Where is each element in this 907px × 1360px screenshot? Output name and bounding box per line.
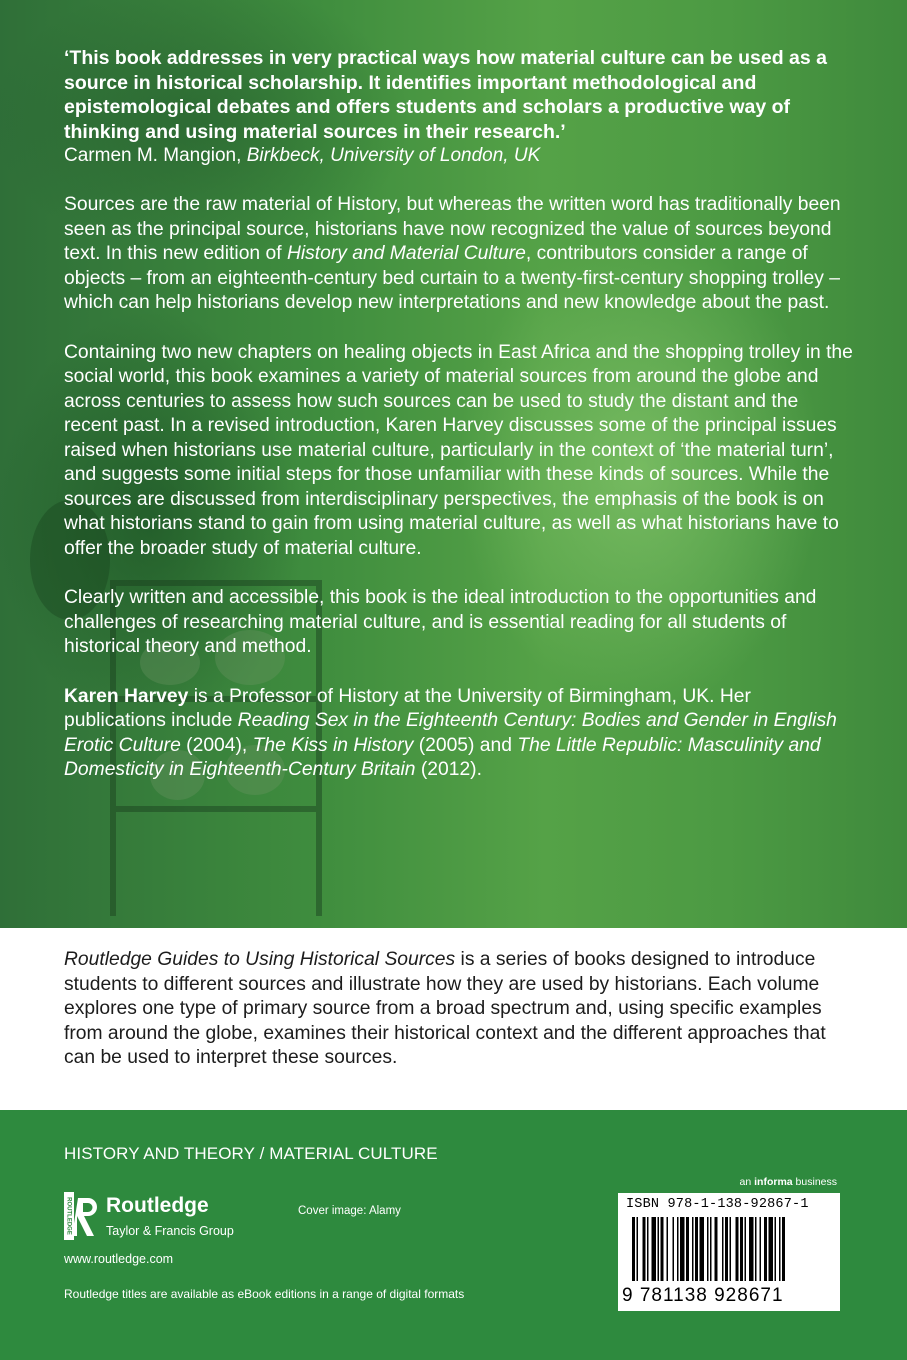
routledge-logo-icon <box>64 1192 100 1240</box>
barcode-bar <box>745 1217 747 1281</box>
barcode-bar <box>632 1217 635 1281</box>
barcode-bar <box>658 1217 660 1281</box>
back-cover-text <box>64 46 854 783</box>
barcode-bar <box>667 1217 669 1281</box>
barcode-bar <box>686 1217 689 1281</box>
barcode-bar <box>782 1217 785 1281</box>
barcode-bar <box>637 1217 639 1281</box>
bio-book-3: The Little Republic: Masculinity and Domesticity in Eighteenth-Century Britain <box>64 734 821 780</box>
barcode-bar <box>740 1217 743 1281</box>
series-description <box>64 948 844 1071</box>
bio-text-c: (2005) and <box>413 734 518 756</box>
barcode-bar <box>764 1217 767 1281</box>
barcode-bar <box>775 1217 777 1281</box>
barcode-bar <box>710 1217 712 1281</box>
publisher-group: Taylor & Francis Group <box>106 1224 234 1238</box>
barcode-bar <box>677 1217 679 1281</box>
publisher-footer <box>0 1110 907 1360</box>
informa-tagline <box>740 1176 837 1188</box>
barcode-bar <box>673 1217 675 1281</box>
isbn-label: ISBN 978-1-138-92867-1 <box>626 1197 809 1212</box>
informa-suffix: business <box>792 1176 837 1188</box>
publisher-website[interactable]: www.routledge.com <box>64 1252 174 1266</box>
barcode-bar <box>715 1217 718 1281</box>
bio-text-d: (2012). <box>415 759 482 780</box>
barcode-bar <box>700 1217 705 1281</box>
bio-book-1: Reading Sex in the Eighteenth Century: Bodies and Gender in English Erotic Culture <box>64 710 837 756</box>
barcode-bar <box>692 1217 694 1281</box>
endorsement-quote: ‘This book addresses in very practical ways how material culture can be used as a source in historical scholarship. It identifies important methodological and epistemological debates and offers students and scholars a productive way of thinking and using material sources in their research.’ <box>64 47 827 143</box>
ebook-note: Routledge titles are available as eBook editions in a range of digital formats <box>64 1287 465 1301</box>
barcode-bar <box>722 1217 724 1281</box>
endorser-name: Carmen M. Mangion, <box>64 145 242 166</box>
author-name: Karen Harvey <box>64 685 189 707</box>
publisher-name: Routledge <box>106 1194 209 1217</box>
barcode-bar <box>643 1217 646 1281</box>
endorsement-attribution <box>64 144 854 168</box>
logo-side-text: ROUTLEDGE <box>65 1197 72 1235</box>
barcode-bar <box>769 1217 774 1281</box>
isbn-barcode <box>618 1193 840 1311</box>
barcode-bar <box>707 1217 709 1281</box>
informa-brand: informa <box>754 1176 793 1188</box>
description-paragraph-3: Clearly written and accessible, this book is the ideal introduction to the opportunities and challenges of researching material culture, and is essential reading for all students of historical theory and method. <box>64 587 817 657</box>
barcode-bar <box>652 1217 657 1281</box>
para1-text-b: , contributors consider a range of objects – from an eighteenth-century bed curtain to a twenty-first-century shopping trolley – which can help historians develop new interpretations and new knowledge about the past. <box>64 243 840 313</box>
barcode-bar <box>647 1217 649 1281</box>
barcode-bar <box>680 1217 685 1281</box>
informa-prefix: an <box>739 1176 755 1188</box>
author-bio <box>64 685 854 783</box>
series-text: is a series of books designed to introduce students to different sources and illustrate how they are used by historians. Each volume explores one type of primary source from a broad spectrum and, using specific examples from around the globe, examines their historical context and the different approaches that can be used to interpret these sources. <box>64 949 826 1068</box>
barcode-bar <box>725 1217 728 1281</box>
barcode-digits: 9 781138 928671 <box>622 1285 784 1306</box>
endorser-affiliation: Birkbeck, University of London, UK <box>246 145 541 166</box>
cover-image-credit: Cover image: Alamy <box>298 1205 401 1217</box>
barcode-bar <box>760 1217 762 1281</box>
description-paragraph-2: Containing two new chapters on healing objects in East Africa and the shopping trolley in the social world, this book examines a variety of material sources from around the globe and across centuries to assess how such sources can be used to study the distant and the recent past. In a revised introduction, Karen Harvey discusses some of the principal issues raised when historians use material culture, particularly in the context of ‘the material turn’, and suggests some initial steps for those unfamiliar with these kinds of sources. While the sources are discussed from interdisciplinary perspectives, the emphasis of the book is on what historians stand to gain from using material culture, as well as what historians have to offer the broader study of material culture. <box>64 341 853 559</box>
series-name: Routledge Guides to Using Historical Sources <box>64 949 456 970</box>
barcode-bar <box>779 1217 781 1281</box>
barcode-bar <box>736 1217 739 1281</box>
bio-text-a: is a Professor of History at the University of Birmingham, UK. Her publications include <box>64 685 751 731</box>
barcode-bar <box>755 1217 757 1281</box>
description-paragraph-1 <box>64 193 854 316</box>
barcode-bar <box>749 1217 754 1281</box>
bio-text-b: (2004), <box>180 734 253 756</box>
barcode-bar <box>695 1217 698 1281</box>
barcode-bar <box>730 1217 732 1281</box>
bio-book-2: The Kiss in History <box>252 734 414 756</box>
book-title-italic: History and Material Culture <box>286 243 526 264</box>
barcode-bars <box>618 1215 840 1287</box>
subject-category: HISTORY AND THEORY / MATERIAL CULTURE <box>64 1144 438 1163</box>
barcode-bar <box>661 1217 664 1281</box>
para1-text-a: Sources are the raw material of History, but whereas the written word has traditionally been seen as the principal source, historians have now recognized the value of sources beyond text. In this new edition of <box>64 194 841 264</box>
